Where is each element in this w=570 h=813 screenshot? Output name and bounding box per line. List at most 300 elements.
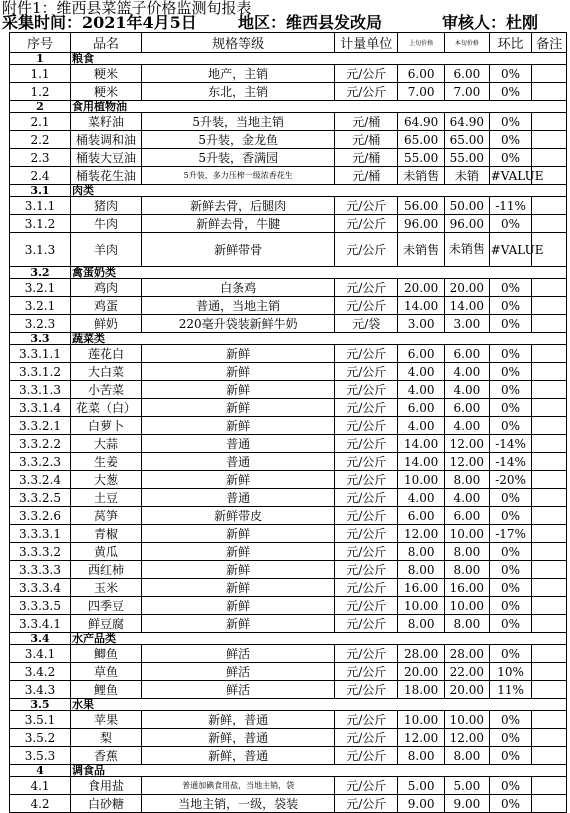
table-row (10, 113, 567, 131)
cell-unit: 元/公斤 (335, 215, 398, 233)
table-row (10, 215, 567, 233)
table-row (10, 83, 567, 101)
cell-ratio: #VALUE (490, 168, 544, 183)
cell-spec: 鲜活 (142, 681, 335, 699)
cell-no: 1.2 (10, 83, 71, 101)
cell-cur-price: 未销 (445, 167, 490, 185)
col-header-note: 备注 (532, 33, 567, 53)
cell-unit: 元/公斤 (335, 399, 398, 417)
cell-spec: 新鲜 (142, 561, 335, 579)
cell-unit: 元/公斤 (335, 345, 398, 363)
cell-ratio: 0% (489, 315, 532, 333)
cell-no: 3.3.3.1 (10, 525, 71, 543)
cell-no: 1.1 (10, 65, 71, 83)
cell-cur-price: 8.00 (445, 615, 490, 633)
cell-note (532, 297, 567, 315)
cell-name: 羊肉 (70, 233, 141, 267)
cell-note (532, 149, 567, 167)
cell-name: 白砂糖 (70, 795, 141, 813)
table-row (10, 663, 567, 681)
cell-unit: 元/公斤 (335, 747, 398, 765)
col-header-cur: 本旬价格 (445, 33, 490, 53)
cell-unit: 元/公斤 (335, 561, 398, 579)
cell-prev-price: 4.00 (398, 417, 445, 435)
cell-note (532, 645, 567, 663)
cell-no: 3.5.1 (10, 711, 71, 729)
cell-name: 苹果 (70, 711, 141, 729)
cell-ratio: 0% (489, 561, 532, 579)
cell-no: 3.2.3 (10, 315, 71, 333)
cell-no: 3.1.3 (10, 233, 71, 267)
cell-unit: 元/公斤 (335, 435, 398, 453)
cell-no: 3.3.2.1 (10, 417, 71, 435)
cell-note (532, 453, 567, 471)
cell-name: 梨 (70, 729, 141, 747)
cell-ratio: 0% (489, 645, 532, 663)
section-name: 水产品类 (70, 633, 566, 645)
cell-name: 鲫鱼 (70, 645, 141, 663)
table-row (10, 507, 567, 525)
cell-name: 大葱 (70, 471, 141, 489)
cell-unit: 元/桶 (335, 149, 398, 167)
cell-spec: 新鲜带皮 (142, 507, 335, 525)
cell-cur-price: 4.00 (445, 417, 490, 435)
cell-ratio: 0% (489, 543, 532, 561)
table-row (10, 615, 567, 633)
cell-prev-price: 4.00 (398, 381, 445, 399)
cell-spec: 新鲜，普通 (142, 711, 335, 729)
cell-ratio: 0% (489, 345, 532, 363)
cell-note (532, 435, 567, 453)
cell-name: 鲜奶 (70, 315, 141, 333)
cell-ratio: -14% (489, 453, 532, 471)
table-row (10, 363, 567, 381)
cell-name: 土豆 (70, 489, 141, 507)
table-row (10, 681, 567, 699)
table-row (10, 747, 567, 765)
cell-unit: 元/公斤 (335, 795, 398, 813)
cell-note (532, 729, 567, 747)
section-row (10, 699, 567, 711)
cell-cur-price: 10.00 (445, 711, 490, 729)
cell-no: 3.3.2.3 (10, 453, 71, 471)
cell-cur-price: 4.00 (445, 363, 490, 381)
cell-unit: 元/公斤 (335, 297, 398, 315)
cell-name: 青椒 (70, 525, 141, 543)
cell-prev-price: 20.00 (398, 279, 445, 297)
cell-ratio: 0% (489, 297, 532, 315)
cell-spec: 新鲜去骨，牛腱 (142, 215, 335, 233)
table-row (10, 297, 567, 315)
cell-name: 莴笋 (70, 507, 141, 525)
section-no: 4 (10, 765, 71, 777)
cell-prev-price: 20.00 (398, 663, 445, 681)
cell-ratio: -20% (489, 471, 532, 489)
section-name: 肉类 (70, 185, 566, 197)
cell-name: 生姜 (70, 453, 141, 471)
section-row (10, 267, 567, 279)
cell-ratio: #VALUE (489, 233, 532, 267)
table-row (10, 417, 567, 435)
cell-name: 大白菜 (70, 363, 141, 381)
cell-ratio: 0% (489, 417, 532, 435)
cell-spec: 新鲜 (142, 597, 335, 615)
cell-note (532, 315, 567, 333)
cell-no: 3.1.1 (10, 197, 71, 215)
cell-spec: 鲜活 (142, 663, 335, 681)
cell-no: 3.4.3 (10, 681, 71, 699)
cell-ratio: 0% (489, 711, 532, 729)
cell-cur-price: 3.00 (445, 315, 490, 333)
table-row (10, 399, 567, 417)
cell-prev-price: 55.00 (398, 149, 445, 167)
cell-unit: 元/公斤 (335, 507, 398, 525)
cell-no: 3.3.2.5 (10, 489, 71, 507)
cell-unit: 元/公斤 (335, 233, 398, 267)
cell-prev-price: 5.00 (398, 777, 445, 795)
cell-cur-price: 20.00 (445, 279, 490, 297)
table-row (10, 489, 567, 507)
table-row (10, 279, 567, 297)
cell-ratio: -14% (489, 435, 532, 453)
cell-prev-price: 28.00 (398, 645, 445, 663)
cell-note (532, 381, 567, 399)
cell-spec: 普通 (142, 453, 335, 471)
cell-cur-price: 8.00 (445, 543, 490, 561)
cell-spec: 新鲜 (142, 417, 335, 435)
cell-name: 猪肉 (70, 197, 141, 215)
cell-spec: 新鲜 (142, 399, 335, 417)
cell-cur-price: 8.00 (445, 471, 490, 489)
cell-note (532, 489, 567, 507)
cell-no: 3.5.2 (10, 729, 71, 747)
cell-no: 3.3.4.1 (10, 615, 71, 633)
col-header-unit: 计量单位 (335, 33, 398, 53)
cell-unit: 元/公斤 (335, 615, 398, 633)
cell-spec: 鲜活 (142, 645, 335, 663)
cell-cur-price: 96.00 (445, 215, 490, 233)
col-header-ratio: 环比 (489, 33, 532, 53)
cell-prev-price: 14.00 (398, 435, 445, 453)
cell-spec: 白条鸡 (142, 279, 335, 297)
cell-spec: 普通，当地主销 (142, 297, 335, 315)
table-row (10, 579, 567, 597)
cell-spec: 普通加碘食用盐，当地主销，袋 (142, 777, 335, 795)
cell-unit: 元/桶 (335, 167, 398, 185)
cell-unit: 元/公斤 (335, 83, 398, 101)
cell-prev-price: 8.00 (398, 615, 445, 633)
cell-prev-price: 14.00 (398, 453, 445, 471)
cell-ratio: 0% (489, 795, 532, 813)
cell-cur-price: 9.00 (445, 795, 490, 813)
cell-note (532, 543, 567, 561)
cell-name: 鸡蛋 (70, 297, 141, 315)
section-no: 1 (10, 53, 71, 65)
cell-prev-price: 16.00 (398, 579, 445, 597)
cell-cur-price: 6.00 (445, 345, 490, 363)
cell-ratio: -11% (489, 197, 532, 215)
cell-note (532, 615, 567, 633)
cell-prev-price: 10.00 (398, 711, 445, 729)
cell-cur-price: 14.00 (445, 297, 490, 315)
cell-note (532, 663, 567, 681)
cell-cur-price: 22.00 (445, 663, 490, 681)
cell-ratio: 0% (489, 597, 532, 615)
table-row (10, 435, 567, 453)
cell-unit: 元/公斤 (335, 471, 398, 489)
cell-ratio: 0% (489, 489, 532, 507)
cell-spec: 新鲜，普通 (142, 747, 335, 765)
cell-prev-price: 6.00 (398, 345, 445, 363)
cell-note (532, 579, 567, 597)
cell-no: 3.3.1.1 (10, 345, 71, 363)
cell-unit: 元/公斤 (335, 645, 398, 663)
cell-prev-price: 64.90 (398, 113, 445, 131)
cell-note (532, 279, 567, 297)
cell-ratio: 0% (489, 507, 532, 525)
cell-cur-price: 20.00 (445, 681, 490, 699)
cell-spec: 新鲜带骨 (142, 233, 335, 267)
cell-no: 4.2 (10, 795, 71, 813)
table-row (10, 525, 567, 543)
cell-name: 西红柿 (70, 561, 141, 579)
cell-note (532, 525, 567, 543)
cell-cur-price: 50.00 (445, 197, 490, 215)
section-name: 水果 (70, 699, 566, 711)
cell-prev-price: 18.00 (398, 681, 445, 699)
cell-note (532, 561, 567, 579)
cell-prev-price: 8.00 (398, 747, 445, 765)
cell-name: 牛肉 (70, 215, 141, 233)
cell-ratio: 0% (489, 363, 532, 381)
cell-spec: 5升装，香满园 (142, 149, 335, 167)
cell-unit: 元/公斤 (335, 197, 398, 215)
cell-cur-price: 6.00 (445, 65, 490, 83)
cell-no: 3.3.3.2 (10, 543, 71, 561)
cell-unit: 元/公斤 (335, 579, 398, 597)
cell-note (532, 215, 567, 233)
table-row (10, 645, 567, 663)
section-name: 粮食 (70, 53, 566, 65)
cell-spec: 新鲜 (142, 543, 335, 561)
cell-unit: 元/公斤 (335, 597, 398, 615)
section-name: 调食品 (70, 765, 566, 777)
cell-no: 3.3.2.4 (10, 471, 71, 489)
cell-no: 3.3.3.5 (10, 597, 71, 615)
section-name: 禽蛋奶类 (70, 267, 566, 279)
cell-spec: 普通 (142, 489, 335, 507)
cell-unit: 元/公斤 (335, 729, 398, 747)
cell-cur-price: 未销售 (445, 233, 490, 267)
cell-cur-price: 8.00 (445, 561, 490, 579)
cell-name: 鲜豆腐 (70, 615, 141, 633)
cell-ratio: 0% (489, 113, 532, 131)
cell-ratio: 0% (489, 399, 532, 417)
cell-no: 2.3 (10, 149, 71, 167)
section-row (10, 633, 567, 645)
cell-prev-price: 9.00 (398, 795, 445, 813)
cell-spec: 5升装，当地主销 (142, 113, 335, 131)
cell-prev-price: 8.00 (398, 561, 445, 579)
col-header-no: 序号 (10, 33, 71, 53)
cell-prev-price: 10.00 (398, 597, 445, 615)
cell-cur-price: 10.00 (445, 525, 490, 543)
cell-cur-price: 7.00 (445, 83, 490, 101)
cell-ratio: 0% (489, 65, 532, 83)
table-row (10, 149, 567, 167)
cell-unit: 元/公斤 (335, 681, 398, 699)
table-row (10, 597, 567, 615)
cell-no: 3.4.1 (10, 645, 71, 663)
reviewer: 审核人：杜刚 (442, 13, 539, 32)
cell-name: 鲤鱼 (70, 681, 141, 699)
section-row (10, 185, 567, 197)
cell-cur-price: 4.00 (445, 381, 490, 399)
cell-cur-price: 12.00 (445, 435, 490, 453)
cell-name: 四季豆 (70, 597, 141, 615)
cell-no: 2.2 (10, 131, 71, 149)
price-table (9, 32, 567, 813)
cell-prev-price: 14.00 (398, 297, 445, 315)
cell-prev-price: 56.00 (398, 197, 445, 215)
cell-name: 桶装花生油 (70, 167, 141, 185)
cell-note (532, 363, 567, 381)
cell-note (532, 83, 567, 101)
cell-no: 4.1 (10, 777, 71, 795)
table-row (10, 543, 567, 561)
cell-spec: 新鲜 (142, 615, 335, 633)
cell-spec: 普通 (142, 435, 335, 453)
cell-ratio: 0% (489, 149, 532, 167)
cell-name: 草鱼 (70, 663, 141, 681)
cell-prev-price: 96.00 (398, 215, 445, 233)
cell-note (532, 197, 567, 215)
cell-prev-price: 65.00 (398, 131, 445, 149)
cell-cur-price: 8.00 (445, 747, 490, 765)
cell-ratio: -17% (489, 525, 532, 543)
section-name: 食用植物油 (70, 101, 566, 113)
section-no: 3.4 (10, 633, 71, 645)
cell-ratio: 0% (489, 215, 532, 233)
cell-name: 桶装大豆油 (70, 149, 141, 167)
cell-name: 玉米 (70, 579, 141, 597)
cell-spec: 新鲜 (142, 579, 335, 597)
section-no: 3.1 (10, 185, 71, 197)
cell-no: 2.1 (10, 113, 71, 131)
cell-cur-price: 28.00 (445, 645, 490, 663)
cell-name: 桶装调和油 (70, 131, 141, 149)
cell-no: 3.3.1.2 (10, 363, 71, 381)
cell-ratio: 10% (489, 663, 532, 681)
cell-no: 3.1.2 (10, 215, 71, 233)
cell-prev-price: 4.00 (398, 363, 445, 381)
cell-unit: 元/公斤 (335, 543, 398, 561)
cell-name: 莲花白 (70, 345, 141, 363)
cell-no: 3.3.2.2 (10, 435, 71, 453)
cell-name: 大蒜 (70, 435, 141, 453)
section-row (10, 333, 567, 345)
cell-unit: 元/桶 (335, 113, 398, 131)
cell-cur-price: 65.00 (445, 131, 490, 149)
cell-name: 食用盐 (70, 777, 141, 795)
cell-note (532, 711, 567, 729)
cell-prev-price: 4.00 (398, 489, 445, 507)
cell-prev-price: 6.00 (398, 65, 445, 83)
cell-spec: 5升装，多力压榨一级浓香花生 (142, 167, 335, 185)
cell-no: 3.3.3.4 (10, 579, 71, 597)
table-row (10, 345, 567, 363)
cell-note (532, 65, 567, 83)
cell-ratio: 0% (489, 729, 532, 747)
cell-prev-price: 8.00 (398, 543, 445, 561)
cell-note (532, 471, 567, 489)
col-header-name: 品名 (70, 33, 141, 53)
cell-note (532, 681, 567, 699)
cell-spec: 新鲜 (142, 471, 335, 489)
cell-prev-price: 12.00 (398, 525, 445, 543)
table-row (10, 131, 567, 149)
cell-name: 香蕉 (70, 747, 141, 765)
cell-unit: 元/公斤 (335, 711, 398, 729)
cell-name: 白萝卜 (70, 417, 141, 435)
cell-no: 3.2.1 (10, 297, 71, 315)
cell-no: 3.2.1 (10, 279, 71, 297)
cell-prev-price: 12.00 (398, 729, 445, 747)
cell-no: 3.4.2 (10, 663, 71, 681)
cell-prev-price: 10.00 (398, 471, 445, 489)
cell-no: 3.5.3 (10, 747, 71, 765)
cell-ratio: 0% (489, 777, 532, 795)
cell-cur-price: 12.00 (445, 729, 490, 747)
table-row (10, 65, 567, 83)
cell-cur-price: 12.00 (445, 453, 490, 471)
cell-unit: 元/公斤 (335, 453, 398, 471)
cell-cur-price: 55.00 (445, 149, 490, 167)
section-row (10, 765, 567, 777)
cell-spec: 地产，主销 (142, 65, 335, 83)
table-row (10, 233, 567, 267)
section-no: 3.3 (10, 333, 71, 345)
cell-note (532, 507, 567, 525)
cell-unit: 元/公斤 (335, 381, 398, 399)
cell-unit: 元/公斤 (335, 417, 398, 435)
col-header-spec: 规格等级 (142, 33, 335, 53)
cell-spec: 220毫升袋装新鲜牛奶 (142, 315, 335, 333)
cell-spec: 东北，主销 (142, 83, 335, 101)
cell-ratio: 0% (489, 131, 532, 149)
table-row (10, 471, 567, 489)
cell-cur-price: 6.00 (445, 507, 490, 525)
cell-ratio: 0% (489, 83, 532, 101)
cell-spec: 新鲜，普通 (142, 729, 335, 747)
table-row (10, 795, 567, 813)
cell-cur-price: 16.00 (445, 579, 490, 597)
cell-name: 菜籽油 (70, 113, 141, 131)
cell-spec: 5升装，金龙鱼 (142, 131, 335, 149)
section-name: 蔬菜类 (70, 333, 566, 345)
cell-prev-price: 未销售 (398, 167, 445, 185)
table-row (10, 711, 567, 729)
cell-no: 3.3.1.3 (10, 381, 71, 399)
cell-spec: 新鲜 (142, 363, 335, 381)
cell-unit: 元/公斤 (335, 279, 398, 297)
cell-cur-price: 6.00 (445, 399, 490, 417)
cell-name: 粳米 (70, 65, 141, 83)
cell-spec: 新鲜 (142, 381, 335, 399)
cell-no: 3.3.1.4 (10, 399, 71, 417)
cell-spec: 新鲜去骨，后腿肉 (142, 197, 335, 215)
cell-prev-price: 7.00 (398, 83, 445, 101)
